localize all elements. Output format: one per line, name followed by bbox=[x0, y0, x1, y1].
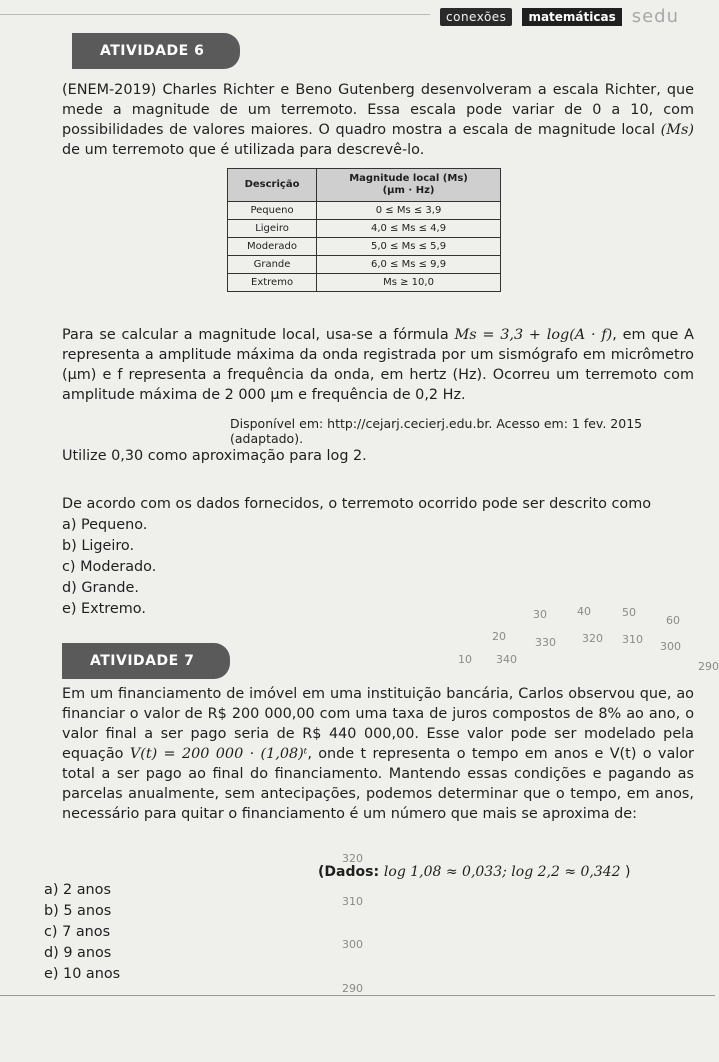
header-rule bbox=[0, 14, 430, 15]
activity6-hint: Utilize 0,30 como aproximação para log 2. bbox=[62, 448, 367, 464]
option-d: d) 9 anos bbox=[44, 945, 112, 961]
brand-matematicas: matemáticas bbox=[522, 8, 621, 26]
activity6-options bbox=[62, 515, 156, 620]
magnitude-table bbox=[227, 168, 501, 292]
activity7-paragraph: Em um financiamento de imóvel em uma instituição bancária, Carlos observou que, ao financiar o valor de R$ 200 000,00 com uma taxa de juros compostos de 8% ao ano, o valor final a ser pago seria de R$ 440 000,00. Esse valor pode ser modelado pela equação V(t) = 200 000 · (1,08)ᵗ, onde t representa o tempo em anos e V(t) o valor total a ser pago ao final do financiamento. Mantendo essas condições e pagando as parcelas anualmente, sem antecipações, podemos determinar que o tempo, em anos, necessário para quitar o financiamento é um número que mais se aproxima de: bbox=[62, 686, 694, 822]
activity6-formula-paragraph: Para se calcular a magnitude local, usa-se a fórmula Ms = 3,3 + log(A · f), em que A representa a amplitude máxima da onda registrada por um sismógrafo em micrômetro (μm) e f representa a frequência da onda, em hertz (Hz). Ocorreu um terremoto com amplitude máxima de 2 000 μm e frequência de 0,2 Hz. bbox=[62, 327, 694, 403]
table-row: Pequeno 0 ≤ Ms ≤ 3,9 bbox=[228, 202, 501, 220]
option-a: a) 2 anos bbox=[44, 882, 111, 898]
page-header bbox=[440, 6, 679, 27]
ms-symbol: (Ms) bbox=[660, 122, 694, 138]
option-c: c) Moderado. bbox=[62, 559, 157, 575]
table-header-magnitude: Magnitude local (Ms) (μm · Hz) bbox=[317, 169, 501, 202]
source-citation: Disponível em: http://cejarj.cecierj.edu.br. Acesso em: 1 fev. 2015 (adaptado). bbox=[230, 416, 643, 446]
brand-conexoes: conexões bbox=[440, 8, 512, 26]
option-c: c) 7 anos bbox=[44, 924, 111, 940]
bottom-rule bbox=[0, 995, 715, 996]
option-a: a) Pequeno. bbox=[62, 517, 148, 533]
table-row: Moderado 5,0 ≤ Ms ≤ 5,9 bbox=[228, 238, 501, 256]
option-b: b) 5 anos bbox=[44, 903, 112, 919]
brand-sedu: sedu bbox=[631, 6, 680, 27]
equation: V(t) = 200 000 · (1,08)ᵗ bbox=[129, 746, 308, 762]
table-row: Ligeiro 4,0 ≤ Ms ≤ 4,9 bbox=[228, 220, 501, 238]
activity6-badge: ATIVIDADE 6 bbox=[72, 33, 240, 69]
activity7-badge: ATIVIDADE 7 bbox=[62, 643, 230, 679]
table-row: Extremo Ms ≥ 10,0 bbox=[228, 274, 501, 292]
option-e: e) Extremo. bbox=[62, 601, 146, 617]
table-header-description: Descrição bbox=[228, 169, 317, 202]
activity6-question: De acordo com os dados fornecidos, o terremoto ocorrido pode ser descrito como bbox=[62, 496, 652, 512]
activity7-dados: (Dados: log 1,08 ≈ 0,033; log 2,2 ≈ 0,342 ) bbox=[318, 864, 631, 880]
option-e: e) 10 anos bbox=[44, 966, 121, 982]
option-d: d) Grande. bbox=[62, 580, 139, 596]
table-row: Grande 6,0 ≤ Ms ≤ 9,9 bbox=[228, 256, 501, 274]
option-b: b) Ligeiro. bbox=[62, 538, 135, 554]
formula: Ms = 3,3 + log(A · f) bbox=[454, 327, 613, 343]
activity6-intro: (ENEM-2019) Charles Richter e Beno Gutenberg desenvolveram a escala Richter, que mede a magnitude de um terremoto. Essa escala pode variar de 0 a 10, com possibilidades de valores maiores. O quadro mostra a escala de magnitude local (Ms) de um terremoto que é utilizada para descrevê-lo. bbox=[62, 82, 694, 158]
activity7-options bbox=[44, 880, 120, 985]
